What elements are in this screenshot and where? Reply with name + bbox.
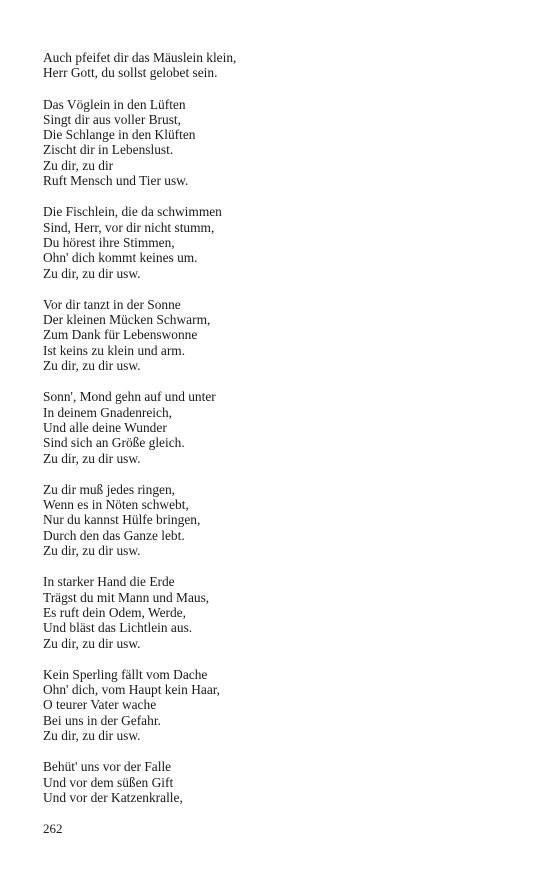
- verse-line: Die Schlange in den Klüften: [43, 127, 196, 143]
- stanza: [43, 97, 503, 189]
- verse-line: Trägst du mit Mann und Maus,: [43, 589, 210, 605]
- verse-line: Bei uns in der Gefahr.: [43, 712, 161, 728]
- verse-line: In deinem Gnadenreich,: [43, 404, 173, 420]
- poem-text: [43, 50, 503, 821]
- verse-line: Zum Dank für Lebenswonne: [43, 327, 198, 343]
- verse-line: Kein Sperling fällt vom Dache: [43, 666, 208, 682]
- page-number: 262: [43, 821, 63, 836]
- verse-line: Nur du kannst Hülfe bringen,: [43, 512, 201, 528]
- verse-line: Und bläst das Lichtlein aus.: [43, 620, 193, 636]
- verse-line: Sind sich an Größe gleich.: [43, 435, 185, 451]
- stanza: [43, 389, 503, 465]
- verse-line: Ohn' dich kommt keines um.: [43, 250, 198, 266]
- verse-line: O teurer Vater wache: [43, 697, 157, 713]
- verse-line: Es ruft dein Odem, Werde,: [43, 604, 186, 620]
- verse-line: Herr Gott, du sollst gelobet sein.: [43, 65, 218, 81]
- verse-line: Und alle deine Wunder: [43, 419, 167, 435]
- verse-line: Du hörest ihre Stimmen,: [43, 234, 175, 250]
- verse-line: Durch den das Ganze lebt.: [43, 527, 185, 543]
- stanza: [43, 667, 503, 743]
- verse-line: Das Vöglein in den Lüften: [43, 96, 186, 112]
- verse-line: Wenn es in Nöten schwebt,: [43, 497, 189, 513]
- stanza: [43, 204, 503, 280]
- verse-line: Zischt dir in Lebenslust.: [43, 142, 174, 158]
- verse-line: Zu dir, zu dir usw.: [43, 635, 141, 651]
- verse-line: Der kleinen Mücken Schwarm,: [43, 312, 211, 328]
- verse-line: Sind, Herr, vor dir nicht stumm,: [43, 219, 215, 235]
- verse-line: Zu dir, zu dir: [43, 157, 114, 173]
- verse-line: Zu dir, zu dir usw.: [43, 727, 141, 743]
- verse-line: In starker Hand die Erde: [43, 574, 175, 590]
- stanza: [43, 297, 503, 373]
- verse-line: Zu dir, zu dir usw.: [43, 358, 141, 374]
- verse-line: Ohn' dich, vom Haupt kein Haar,: [43, 682, 221, 698]
- verse-line: Sonn', Mond gehn auf und unter: [43, 389, 216, 405]
- verse-line: Ist keins zu klein und arm.: [43, 342, 186, 358]
- verse-line: Und vor dem süßen Gift: [43, 774, 174, 790]
- verse-line: Zu dir, zu dir usw.: [43, 265, 141, 281]
- stanza: [43, 574, 503, 650]
- verse-line: Und vor der Katzenkralle,: [43, 789, 183, 805]
- verse-line: Singt dir aus voller Brust,: [43, 111, 181, 127]
- stanza: [43, 482, 503, 558]
- stanza: [43, 759, 503, 805]
- verse-line: Zu dir, zu dir usw.: [43, 543, 141, 559]
- verse-line: Die Fischlein, die da schwimmen: [43, 204, 222, 220]
- stanza: [43, 50, 503, 81]
- verse-line: Behüt' uns vor der Falle: [43, 759, 172, 775]
- verse-line: Auch pfeifet dir das Mäuslein klein,: [43, 50, 237, 65]
- verse-line: Vor dir tanzt in der Sonne: [43, 296, 181, 312]
- verse-line: Zu dir, zu dir usw.: [43, 450, 141, 466]
- verse-line: Zu dir muß jedes ringen,: [43, 481, 176, 497]
- verse-line: Ruft Mensch und Tier usw.: [43, 173, 189, 189]
